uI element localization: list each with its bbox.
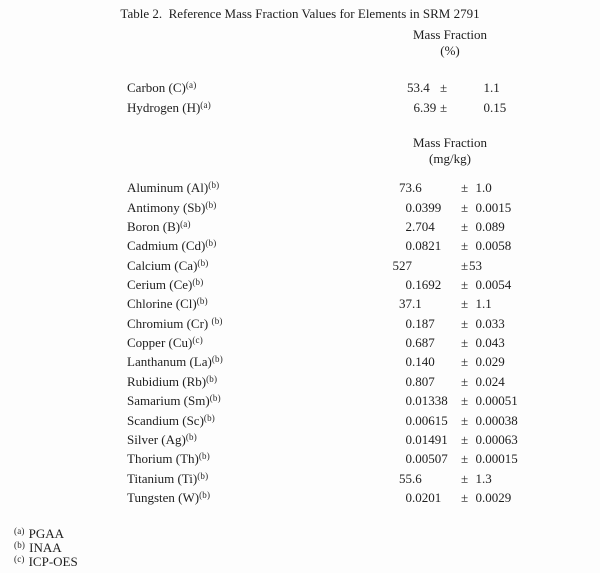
element-name: Boron (B) [127,219,181,234]
method-superscript: (a) [180,219,191,229]
uncertainty-fraction-part: .1 [482,296,492,312]
uncertainty-integer-part: 1 [483,80,490,96]
footnote-method: INAA [29,539,62,555]
uncertainty-integer-part: 0 [475,199,482,215]
plus-minus-sign: ± [440,80,448,96]
element-label [127,335,203,351]
element-label [127,432,197,448]
uncertainty-integer-part: 0 [475,393,482,409]
method-superscript: (b) [211,315,223,326]
uncertainty-fraction-part: .024 [482,373,505,389]
value-integer-part: 37 [399,296,412,312]
uncertainty-integer-part: 0 [475,277,482,293]
uncertainty-fraction-part: .089 [482,219,505,234]
plus-minus-sign: ± [461,451,469,467]
plus-minus-sign: ± [461,335,469,351]
method-superscript: (b) [185,431,197,442]
element-row-lanthanum [0,354,600,368]
element-row-copper [0,335,600,349]
element-row-silver [0,432,600,446]
uncertainty-fraction-part: .3 [482,470,492,486]
element-label [127,451,210,467]
element-name: Cadmium (Cd) [127,238,206,254]
plus-minus-sign: ± [461,296,469,312]
element-label [127,490,210,506]
element-row-boron [0,219,600,233]
uncertainty-integer-part: 53 [469,257,482,273]
plus-minus-sign: ± [461,470,469,486]
element-label [127,80,196,96]
value-integer-part: 73 [399,180,412,196]
plus-minus-sign: ± [461,393,469,409]
value-integer-part: 2 [405,219,412,234]
element-row-chlorine [0,296,600,310]
element-label [127,219,191,235]
plus-minus-sign: ± [461,180,469,196]
unit-header-mgkg: (mg/kg) [429,151,471,166]
value-integer-part: 0 [405,199,412,215]
element-name: Chlorine (Cl) [127,296,197,312]
element-label [127,258,209,274]
plus-minus-sign: ± [461,489,469,505]
value-integer-part: 0 [405,335,412,351]
value-fraction-part: .4 [420,80,430,96]
method-superscript: (b) [199,489,211,500]
element-row-titanium [0,471,600,485]
uncertainty-fraction-part: .0015 [482,199,512,215]
uncertainty-fraction-part: .043 [482,335,505,351]
element-row-rubidium [0,374,600,388]
value-fraction-part: .01491 [412,431,448,447]
element-name: Lanthanum (La) [127,354,212,370]
element-label [127,180,219,196]
method-superscript: (b) [209,393,221,404]
element-label [127,354,223,370]
value-fraction-part: .00507 [412,451,448,467]
plus-minus-sign: ± [461,354,469,370]
element-label [127,393,221,409]
element-name: Calcium (Ca) [127,257,198,273]
element-name: Tungsten (W) [127,489,200,505]
value-integer-part: 527 [392,257,412,273]
element-row-thorium [0,451,600,465]
uncertainty-integer-part: 1 [475,470,482,486]
element-row-hydrogen [0,100,600,114]
plus-minus-sign: ± [461,277,469,293]
value-integer-part: 0 [405,412,412,428]
uncertainty-integer-part: 0 [475,315,482,331]
uncertainty-integer-part: 0 [475,354,482,370]
value-integer-part: 0 [405,277,412,293]
footnote-method: ICP-OES [28,553,78,569]
value-integer-part: 0 [405,354,412,370]
method-superscript: (b) [197,470,209,481]
plus-minus-sign: ± [461,238,469,254]
uncertainty-integer-part: 0 [475,489,482,505]
method-superscript: (b) [205,199,217,210]
plus-minus-sign: ± [440,100,448,116]
method-superscript: (b) [192,277,204,288]
value-fraction-part: .0201 [412,489,442,505]
element-name: Titanium (Ti) [127,470,198,486]
element-name: Chromium (Cr) [127,315,212,331]
value-fraction-part: .1692 [412,277,442,293]
plus-minus-sign: ± [461,219,469,234]
uncertainty-integer-part: 0 [475,335,482,351]
footnote-c [14,554,78,570]
value-fraction-part: .0399 [412,199,442,215]
value-fraction-part: .687 [412,335,435,351]
method-superscript: (c) [192,335,203,346]
element-name: Rubidium (Rb) [127,373,207,389]
element-name: Scandium (Sc) [127,412,204,428]
uncertainty-integer-part: 1 [475,180,482,196]
element-row-calcium [0,258,600,272]
method-superscript: (b) [203,412,216,423]
value-integer-part: 0 [405,431,412,447]
element-label [127,200,216,216]
element-name: Thorium (Th) [127,451,199,467]
footnote-marker: (a) [14,526,25,536]
element-row-samarium [0,393,600,407]
uncertainty-fraction-part: .0054 [482,277,512,293]
element-label [127,316,223,332]
element-row-aluminum [0,180,600,194]
uncertainty-integer-part: 0 [475,219,482,234]
plus-minus-sign: ± [461,431,469,447]
element-row-chromium [0,316,600,330]
element-name: Cerium (Ce) [127,277,193,293]
mass-fraction-header-mgkg: Mass Fraction [412,135,488,150]
plus-minus-sign: ± [461,199,469,215]
element-name: Aluminum (Al) [127,180,209,196]
element-label [127,100,211,116]
value-integer-part: 6 [413,100,420,116]
uncertainty-integer-part: 0 [475,373,482,389]
table-title: Table 2. Reference Mass Fraction Values for Elements in SRM 2791 [120,6,480,21]
value-fraction-part: .6 [412,470,422,486]
uncertainty-integer-part: 0 [483,100,490,116]
uncertainty-integer-part: 0 [475,431,482,447]
element-row-antimony [0,200,600,214]
value-fraction-part: .01338 [412,393,448,409]
value-fraction-part: .187 [412,315,435,331]
method-superscript: (b) [197,257,209,268]
value-integer-part: 53 [407,80,420,96]
footnote-marker: (b) [14,539,26,550]
value-fraction-part: .0821 [412,238,442,254]
plus-minus-sign: ± [461,257,469,273]
value-integer-part: 0 [405,393,412,409]
element-label [127,296,208,312]
uncertainty-integer-part: 0 [475,412,482,428]
element-row-scandium [0,413,600,427]
element-label [127,374,217,390]
element-name: Copper (Cu) [127,335,193,351]
footnote-marker: (c) [14,553,25,564]
uncertainty-fraction-part: .033 [482,315,505,331]
element-label [127,277,203,293]
uncertainty-fraction-part: .00051 [482,393,518,409]
uncertainty-fraction-part: .00015 [482,451,518,467]
value-integer-part: 0 [405,451,412,467]
uncertainty-fraction-part: .00063 [482,431,518,447]
method-superscript: (a) [185,80,197,91]
element-name: Carbon (C) [127,80,186,96]
value-fraction-part: .140 [412,354,435,370]
value-integer-part: 0 [405,315,412,331]
element-row-cerium [0,277,600,291]
method-superscript: (b) [198,451,210,462]
value-fraction-part: .807 [412,373,435,389]
element-name: Antimony (Sb) [127,199,206,215]
mass-fraction-header-percent: Mass Fraction [412,27,488,42]
value-integer-part: 55 [399,470,412,486]
element-name: Silver (Ag) [127,431,186,447]
value-fraction-part: .704 [412,219,435,234]
element-label [127,471,208,487]
plus-minus-sign: ± [461,412,469,428]
element-row-cadmium [0,238,600,252]
uncertainty-fraction-part: .029 [482,354,505,370]
plus-minus-sign: ± [461,373,469,389]
method-superscript: (a) [200,100,211,111]
uncertainty-fraction-part: .1 [490,80,500,96]
element-row-carbon [0,80,600,94]
uncertainty-integer-part: 1 [475,296,482,312]
uncertainty-fraction-part: .0 [482,180,492,196]
uncertainty-fraction-part: .0029 [482,489,512,505]
element-name: Hydrogen (H) [127,100,201,116]
value-integer-part: 0 [405,373,412,389]
uncertainty-integer-part: 0 [475,238,482,254]
uncertainty-fraction-part: .0058 [482,238,512,254]
uncertainty-integer-part: 0 [475,451,482,467]
value-fraction-part: .1 [412,296,422,312]
value-fraction-part: .6 [412,180,422,196]
element-name: Samarium (Sm) [127,393,210,409]
value-fraction-part: .00615 [412,412,448,428]
method-superscript: (b) [208,180,220,191]
value-integer-part: 0 [405,489,412,505]
method-superscript: (b) [205,238,217,249]
value-integer-part: 0 [405,238,412,254]
uncertainty-fraction-part: .15 [490,100,507,116]
element-label [127,413,215,429]
uncertainty-fraction-part: .00038 [482,412,518,428]
plus-minus-sign: ± [461,315,469,331]
footnote-method: PGAA [28,526,64,541]
unit-header-percent: (%) [440,43,460,58]
element-row-tungsten [0,490,600,504]
value-fraction-part: .39 [420,100,437,116]
method-superscript: (b) [211,354,223,365]
element-label [127,238,216,254]
method-superscript: (b) [206,373,218,384]
method-superscript: (b) [196,296,208,307]
